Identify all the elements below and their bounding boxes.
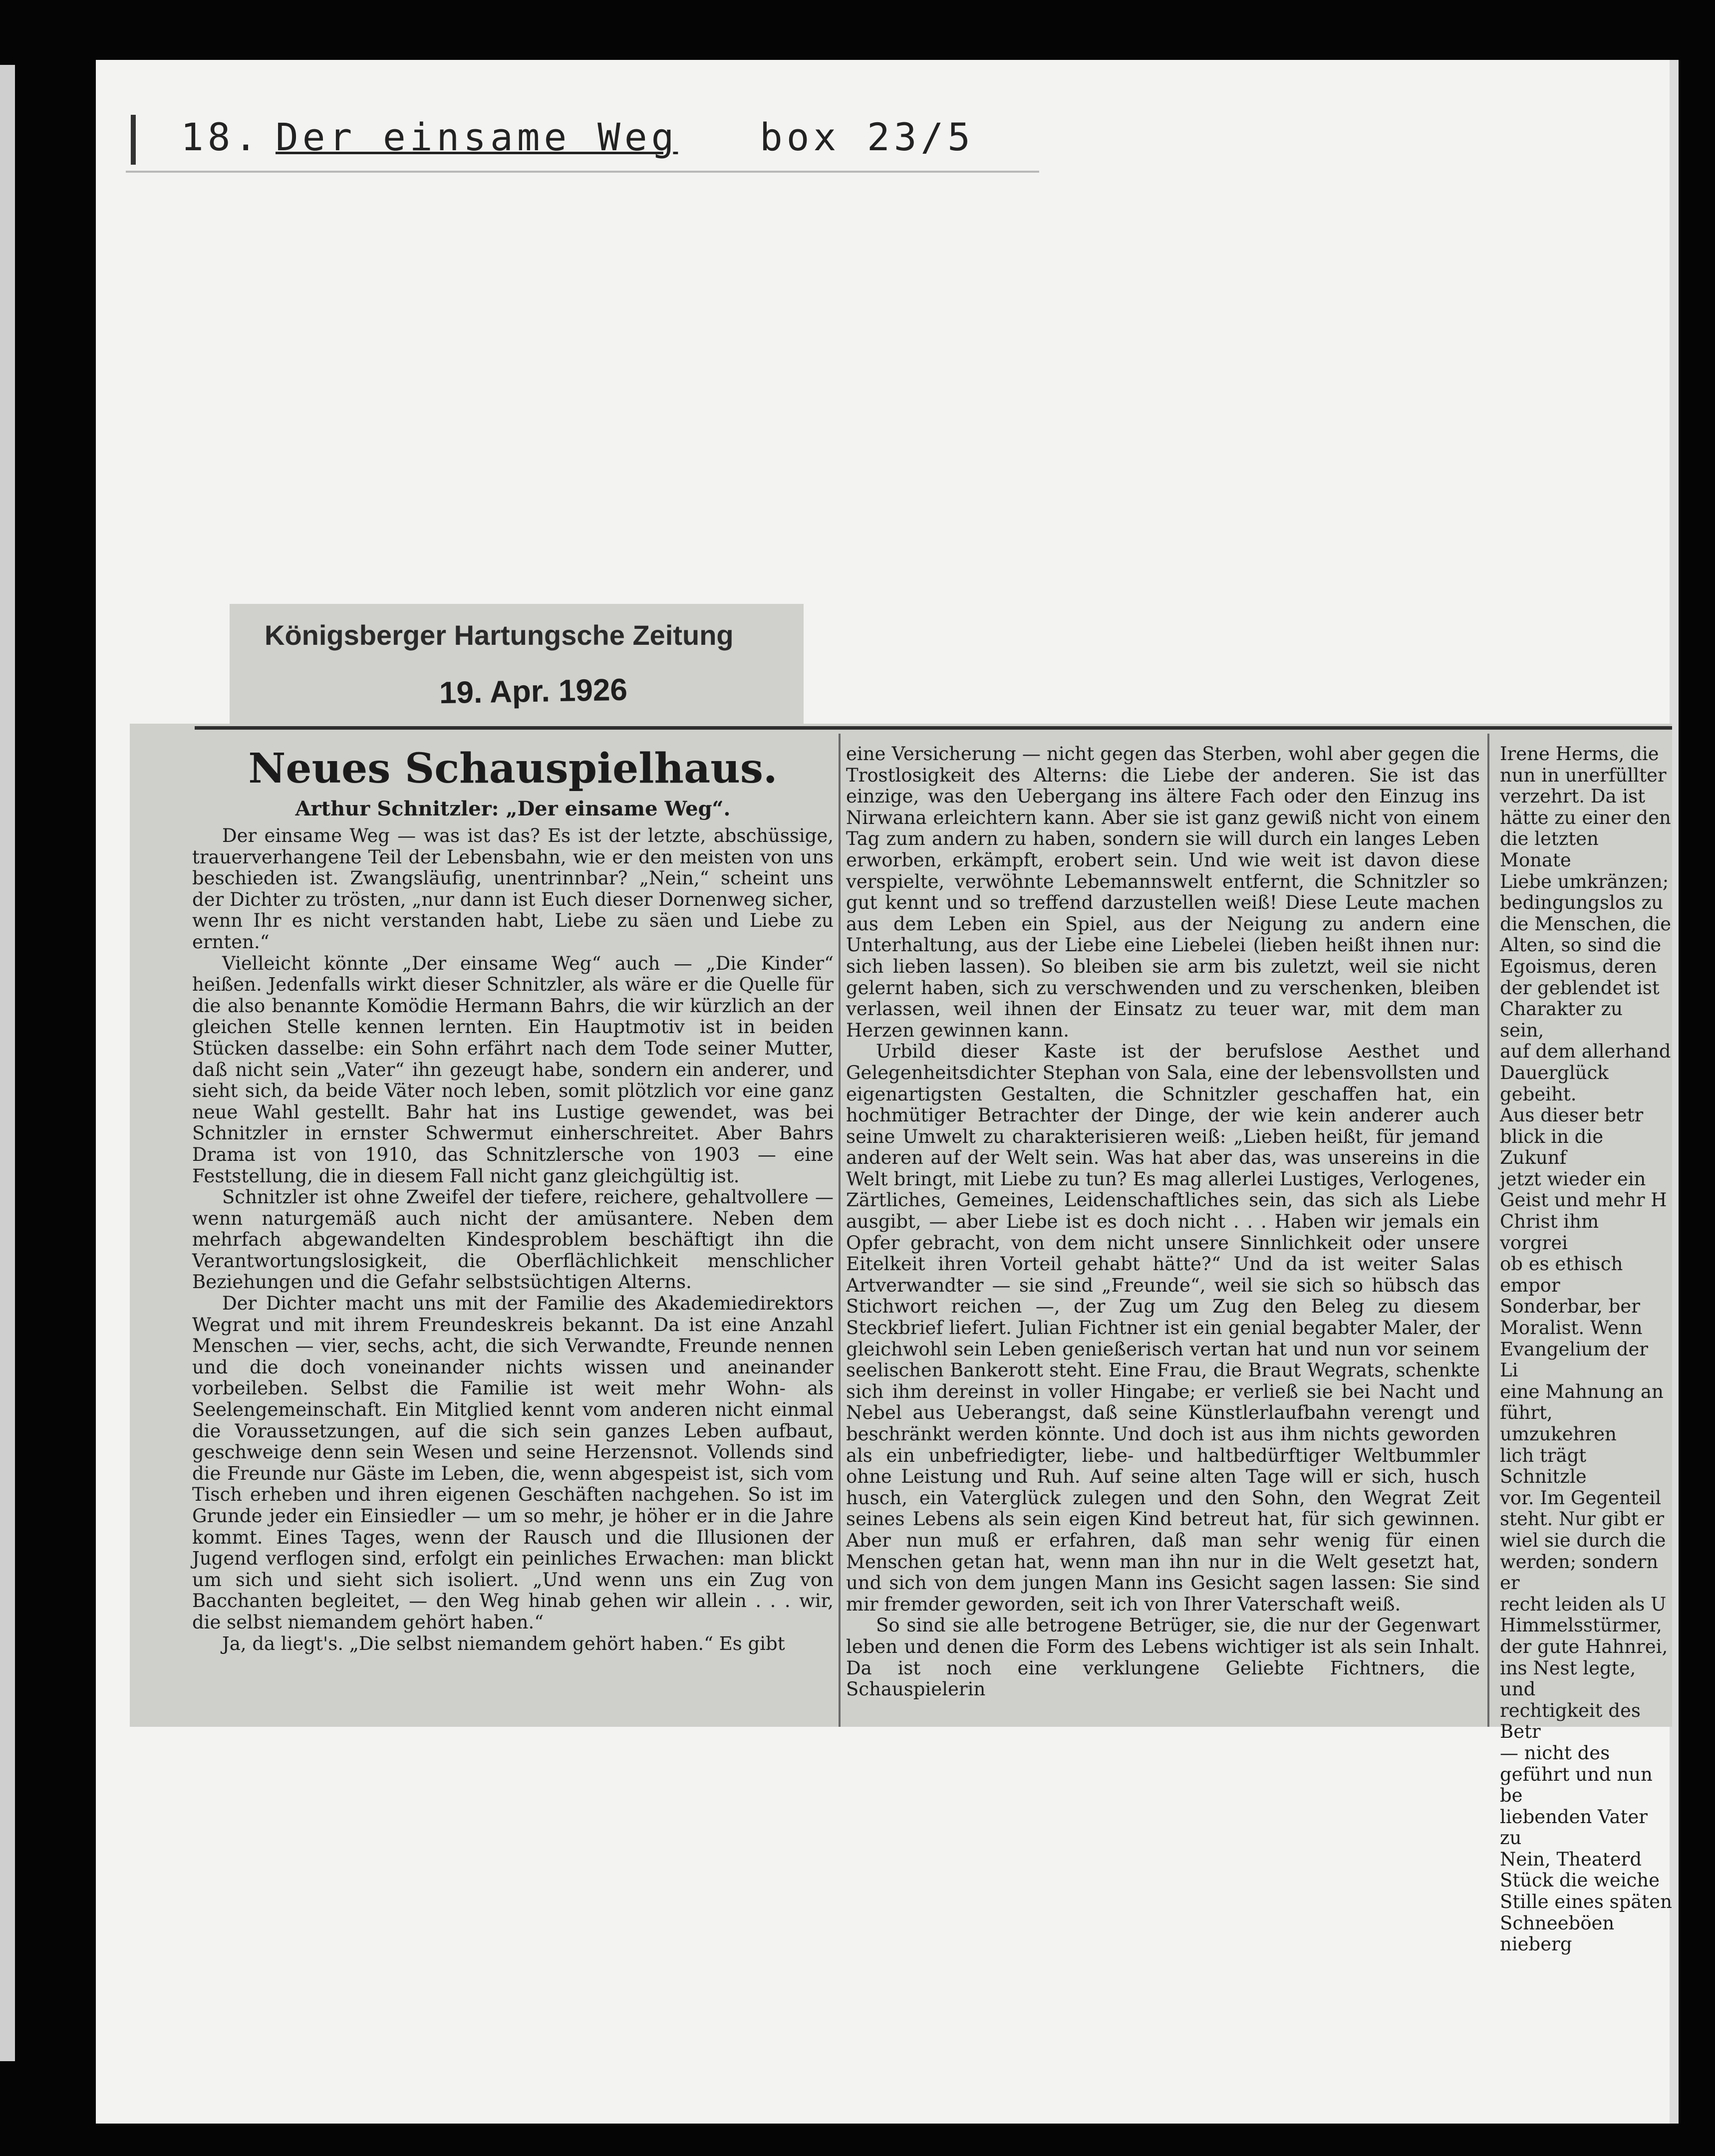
column-separator	[1487, 734, 1489, 1727]
article-headline: Neues Schauspielhaus.	[248, 745, 778, 793]
paragraph: Schnitzler ist ohne Zweifel der tiefere, reichere, gehaltvollere — wenn naturgemäß auch nicht der amüsantere. Neben dem mehrfach abgewandelten Kindesproblem beschäftigt ihn die Verantwortungslosigkeit, die Oberflächlichkeit menschlicher Beziehungen und die Gefahr selbstsüchtigen Alterns.	[192, 1186, 834, 1293]
header-underline	[126, 171, 1039, 173]
header-title: Der einsame Weg	[276, 115, 678, 159]
left-film-edge	[0, 65, 15, 2061]
article-column-2	[846, 744, 1480, 1724]
paragraph: Sonderbar, ber Moralist. Wenn Evangelium der Li eine Mahnung an führt, umzukehren lich trägt Schnitzle vor. Im Gegenteil steht. Nur gibt er wiel sie durch die werden; sondern er recht leiden als U Himmelsstürmer, der gute Hahnrei, ins Nest legte, und rechtigkeit des Betr — nicht des geführt und nun be liebenden Vater zu	[1500, 1296, 1668, 1849]
header-number: 18.	[181, 115, 262, 159]
column-separator	[839, 734, 841, 1727]
clipping-date-stamp: 19. Apr. 1926	[439, 672, 628, 711]
paragraph: Vielleicht könnte „Der einsame Weg“ auch — „Die Kinder“ heißen. Jedenfalls wirkt dieser Schnitzler, als wäre er die Quelle für die also benannte Komödie Hermann Bahrs, die wir kürzlich an der gleichen Stelle kennen lernten. Ein Hauptmotiv ist in beiden Stücken dasselbe: ein Sohn erfährt nach dem Tode seiner Mutter, daß nicht sein „Vater“ ihn gezeugt habe, sondern ein anderer, und sieht sich, da beide Väter noch leben, somit plötzlich vor eine ganz neue Wahl gestellt. Bahr hat ins Lustige gewendet, was bei Schnitzler in ernster Schwermut einherschreitet. Aber Bahrs Drama ist von 1910, das Schnitzlersche von 1903 — eine Feststellung, die in diesem Fall nicht ganz gleichgültig ist.	[192, 952, 834, 1187]
paragraph: Der Dichter macht uns mit der Familie des Akademiedirektors Wegrat und mit ihrem Freundeskreis bekannt. Da ist eine Anzahl Menschen — vier, sechs, acht, die sich Verwandte, Freunde nennen und die doch voneinander nichts wissen und aneinander vorbeileben. Selbst die Familie ist weit mehr Wohn- als Seelengemeinschaft. Ein Mitglied kennt vom anderen nicht einmal die Voraussetzungen, auf die sich sein ganzes Leben aufbaut, geschweige denn sein Wesen und seine Herzensnot. Vollends sind die Freunde nur Gäste im Leben, die, wenn abgespeist ist, sich vom Tisch erheben und ihren eigenen Geschäften nachgehen. So ist im Grunde jeder ein Einsiedler — um so mehr, je höher er in die Jahre kommt. Eines Tages, wenn der Rausch und die Illusionen der Jugend verflogen sind, erfolgt ein peinliches Erwachen: man blickt um sich und sieht sich isoliert. „Und wenn uns ein Zug von Bacchanten begleitet, — den Weg hinab gehen wir allein . . . wir, die selbst niemandem gehört haben.“	[192, 1293, 834, 1633]
newspaper-masthead	[230, 604, 804, 729]
paragraph: Irene Herms, die nun in unerfüllter verzehrt. Da ist hätte zu einer den die letzten Monate Liebe umkränzen; bedingungslos zu die Menschen, die Alten, so sind die Egoismus, deren der geblendet ist Charakter zu sein, auf dem allerhand Dauerglück gebeiht.	[1500, 743, 1671, 1105]
paragraph: Der einsame Weg — was ist das? Es ist der letzte, abschüssige, trauerverhangene Teil der Lebensbahn, wie er den meisten von uns beschieden ist. Zwangsläufig, unentrinnbar? „Nein,“ scheint uns der Dichter zu trösten, „nur dann ist Euch dieser Dornenweg sicher, wenn Ihr es nicht verstanden habt, Liebe zu säen und Liebe zu ernten.“	[192, 825, 834, 953]
clipping-top-rule	[195, 726, 1672, 730]
paragraph: Nein, Theaterd Stück die weiche Stille eines späten Schneeböen nieberg	[1500, 1848, 1672, 1955]
article-column-3-cropped	[1500, 743, 1672, 1955]
paragraph: Aus dieser betr blick in die Zukunf jetzt wieder ein Geist und mehr H Christ ihm vorgrei ob es ethisch empor	[1500, 1104, 1667, 1296]
paragraph: So sind sie alle betrogene Betrüger, sie, die nur der Gegenwart leben und denen die Form des Lebens wichtiger ist als sein Inhalt. Da ist noch eine verklungene Geliebte Fichtners, die Schauspielerin	[846, 1615, 1480, 1700]
header-margin-mark	[131, 115, 136, 165]
paragraph: eine Versicherung — nicht gegen das Sterben, wohl aber gegen die Trostlosigkeit des Alterns: die Liebe der anderen. Sie ist das einzige, was den Uebergang ins ältere Fach oder den Einzug ins Nirwana erleichtern kann. Aber sie ist ganz gewiß nicht von einem Tag zum andern zu haben, sondern sie will durch ein langes Leben erworben, erkämpft, erobert sein. Und wie weit ist davon diese verspielte, verwöhnte Lebemannswelt entfernt, die Schnitzler so gut kennt und so treffend darzustellen weiß! Diese Leute machen aus dem Leben ein Spiel, aus der Neigung zu andern eine Unterhaltung, aus der Liebe eine Liebelei (lieben heißt ihnen nur: sich lieben lassen). So bleiben sie arm bis zuletzt, weil sie nicht gelernt haben, sich zu verschwenden und zu verschenken, bleiben verlassen, weil ihnen der Einsatz zu teuer war, mit dem man Herzen gewinnen kann.	[846, 743, 1480, 1041]
article-column-1	[192, 744, 834, 1724]
article-subheadline: Arthur Schnitzler: „Der einsame Weg“.	[295, 797, 731, 820]
paragraph: Urbild dieser Kaste ist der berufslose Aesthet und Gelegenheitsdichter Stephan von Sala, eine der lebensvollsten und eigenartigsten Gestalten, die Schnitzler geschaffen hat, ein hochmütiger Betrachter der Dinge, der wie kein anderer auch seine Umwelt zu charakterisieren weiß: „Lieben heißt, für jemand anderen auf der Welt sein. Was hat aber das, was unsereins in die Welt bringt, mit Liebe zu tun? Es mag allerlei Lustiges, Verlogenes, Zärtliches, Gemeines, Leidenschaftliches sein, das sich als Liebe ausgibt, — aber Liebe ist es doch nicht . . . Haben wir jemals ein Opfer gebracht, von dem nicht unsere Sinnlichkeit oder unsere Eitelkeit ihren Vorteil gehabt hätte?“ Und da ist weiter Salas Artverwandter — sie sind „Freunde“, weil sie sich so hübsch das Stichwort reichen —, der Zug um Zug den Beleg zu diesem Steckbrief liefert. Julian Fichtner ist ein genial begabter Maler, der gleichwohl sein Leben genießerisch vertan hat und nun vor seinem seelischen Bankerott steht. Eine Frau, die Braut Wegrats, schenkte sich ihm dereinst in voller Hingabe; er verließ sie bei Nacht und Nebel aus Ueberangst, daß seine Künstlerlaufbahn verengt und beschränkt werden könnte. Und doch ist aus ihm nichts geworden als ein unbefriedigter, liebe- und haltbedürftiger Weltbummler ohne Leistung und Ruh. Auf seine alten Tage will er sich, husch husch, ein Vaterglück zulegen und den Sohn, den Wegrat Zeit seines Lebens als sein eigen Kind betreut hat, für sich gewinnen. Aber nun muß er erfahren, daß man sehr wenig für einen Menschen getan hat, wenn man ihn nur in die Welt gesetzt hat, und sich von dem jungen Mann ins Gesicht sagen lassen: Sie sind mir fremder geworden, seit ich von Ihrer Vaterschaft weiß.	[846, 1041, 1480, 1615]
archive-header	[126, 115, 1024, 170]
header-box: box 23/5	[760, 115, 975, 159]
newspaper-name: Königsberger Hartungsche Zeitung	[265, 619, 734, 651]
paragraph: Ja, da liegt's. „Die selbst niemandem gehört haben.“ Es gibt	[222, 1632, 785, 1654]
